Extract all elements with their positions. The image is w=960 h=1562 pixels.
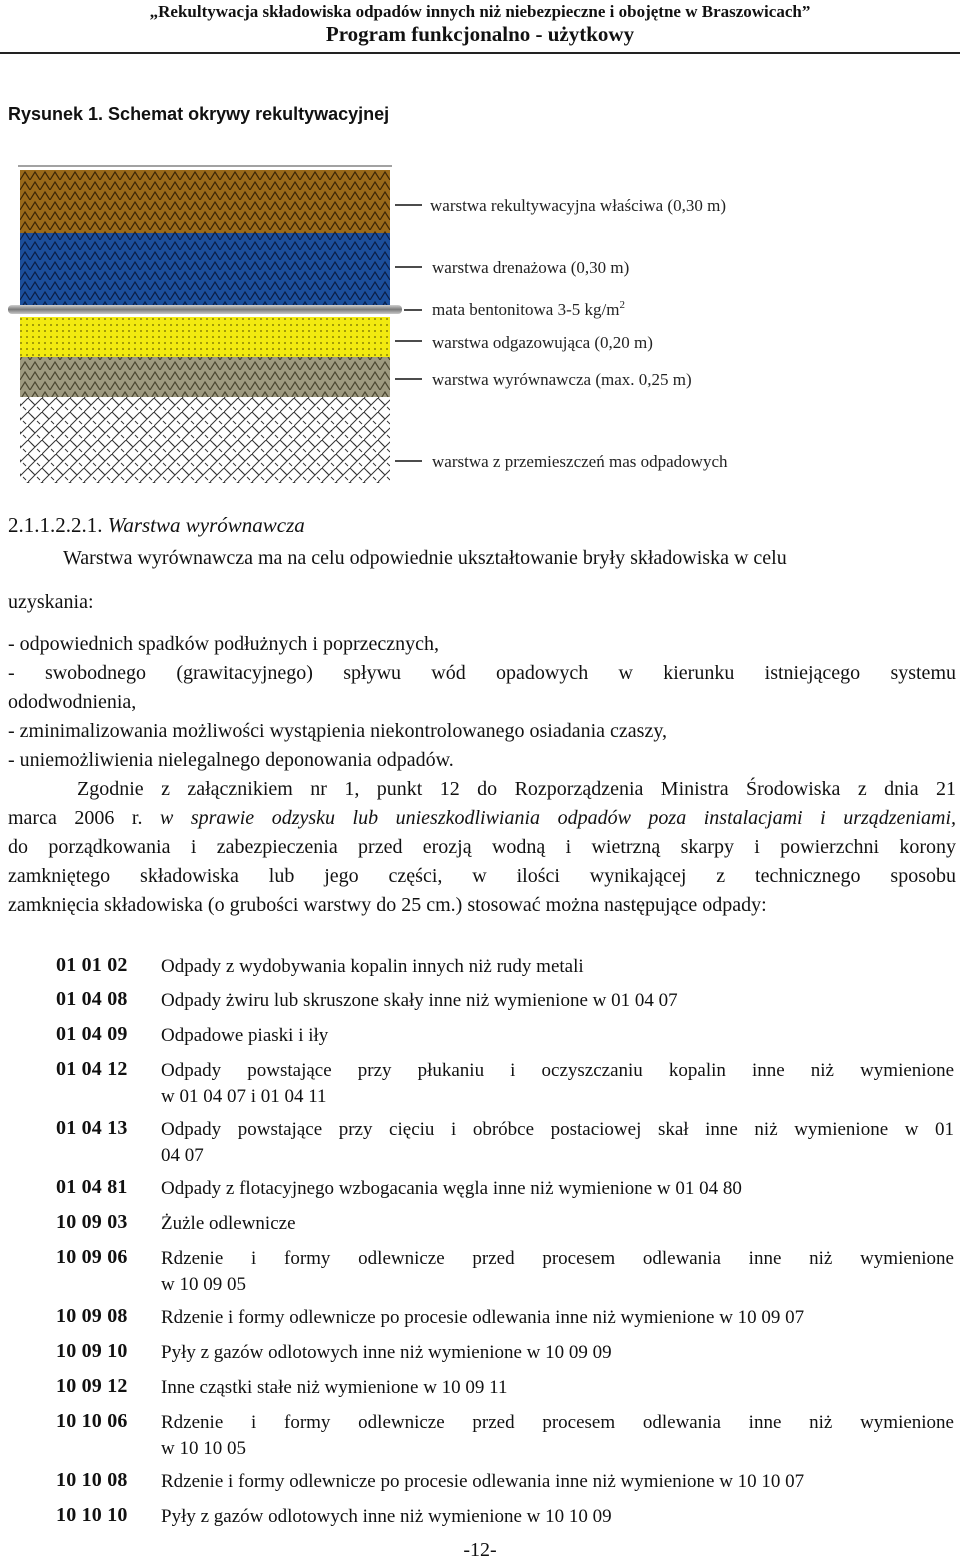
header-project-title: „Rekultywacja składowiska odpadów innych niż niebezpieczne i obojętne w Braszowicach” xyxy=(149,2,811,21)
section-title: Warstwa wyrównawcza xyxy=(107,513,305,537)
section-heading xyxy=(8,513,305,538)
bullet-list xyxy=(8,630,956,775)
waste-description: Odpady powstające przy cięciu i obróbce postaciowej skał inne niż wymienione w 01 xyxy=(161,1119,954,1140)
waste-code: 10 10 10 xyxy=(56,1504,128,1526)
label-waste: warstwa z przemieszczeń mas odpadowych xyxy=(432,452,728,471)
para-line: do porządkowania i zabezpieczenia przed erozją wodną i wietrzną skarpy i powierzchni korony xyxy=(8,836,956,858)
layer-bentonite-mat xyxy=(8,305,402,314)
para-line: zamkniętego składowiska lub jego części, w ilości wynikającej z technicznego sposobu xyxy=(8,865,956,887)
waste-code: 01 04 08 xyxy=(56,988,128,1010)
waste-code: 10 09 06 xyxy=(56,1246,128,1268)
header-program-title: Program funkcjonalno - użytkowy xyxy=(325,22,635,46)
bullet-item-continuation: ododwodnienia, xyxy=(8,691,137,713)
regulation-paragraph xyxy=(8,775,956,920)
waste-code: 01 04 12 xyxy=(56,1058,128,1080)
bullet-item: - odpowiednich spadków podłużnych i poprzecznych, xyxy=(8,633,439,655)
waste-code: 10 10 06 xyxy=(56,1410,128,1432)
label-leveling: warstwa wyrównawcza (max. 0,25 m) xyxy=(432,370,692,389)
waste-code: 01 04 81 xyxy=(56,1176,128,1198)
cover-layers-diagram xyxy=(0,160,960,490)
section-number: 2.1.1.2.2.1. xyxy=(8,513,103,537)
waste-description: Rdzenie i formy odlewnicze po procesie odlewania inne niż wymienione w 10 10 07 xyxy=(161,1471,805,1492)
waste-description: Inne cząstki stałe niż wymienione w 10 09 11 xyxy=(161,1377,508,1398)
label-reclamation: warstwa rekultywacyjna właściwa (0,30 m) xyxy=(430,196,726,215)
intro-line-1: Warstwa wyrównawcza ma na celu odpowiednie ukształtowanie bryły składowiska w celu xyxy=(63,547,787,569)
bullet-item: - zminimalizowania możliwości wystąpienia niekontrolowanego osiadania czaszy, xyxy=(8,720,668,742)
waste-description: Żużle odlewnicze xyxy=(161,1213,296,1234)
waste-code: 10 09 10 xyxy=(56,1340,128,1362)
waste-code: 10 09 08 xyxy=(56,1305,128,1327)
waste-description-continuation: w 01 04 07 i 01 04 11 xyxy=(161,1086,327,1107)
layer-degassing xyxy=(20,317,390,357)
waste-description: Odpady powstające przy płukaniu i oczyszczaniu kopalin inne niż wymienione xyxy=(161,1060,954,1081)
waste-code: 01 04 09 xyxy=(56,1023,128,1045)
para-line: zamknięcia składowiska (o grubości warstwy do 25 cm.) stosować można następujące odpady: xyxy=(8,894,767,916)
label-drainage: warstwa drenażowa (0,30 m) xyxy=(432,258,630,277)
waste-description: Rdzenie i formy odlewnicze przed procesem odlewania inne niż wymienione xyxy=(161,1248,954,1269)
waste-description: Odpady z flotacyjnego wzbogacania węgla inne niż wymienione w 01 04 80 xyxy=(161,1178,742,1199)
waste-description: Odpady żwiru lub skruszone skały inne niż wymienione w 01 04 07 xyxy=(161,990,678,1011)
label-bentonite: mata bentonitowa 3-5 $kg/m^2$ xyxy=(432,299,625,319)
waste-description: Rdzenie i formy odlewnicze po procesie odlewania inne niż wymienione w 10 09 07 xyxy=(161,1307,805,1328)
waste-description: Rdzenie i formy odlewnicze przed procesem odlewania inne niż wymienione xyxy=(161,1412,954,1433)
intro-line-2: uzyskania: xyxy=(8,591,94,613)
layer-waste-mass xyxy=(20,397,390,483)
waste-code: 10 09 12 xyxy=(56,1375,128,1397)
figure-title: Rysunek 1. Schemat okrywy rekultywacyjnej xyxy=(8,104,390,124)
waste-code: 10 09 03 xyxy=(56,1211,128,1233)
regulation-title-italic: w sprawie odzysku lub unieszkodliwiania odpadów poza instalacjami i urządzeniami, xyxy=(159,807,956,829)
waste-description-continuation: 04 07 xyxy=(161,1145,204,1166)
layer-reclamation xyxy=(20,170,390,233)
bullet-item: - uniemożliwienia nielegalnego deponowania odpadów. xyxy=(8,749,454,771)
waste-code: 01 01 02 xyxy=(56,954,128,976)
header-rule xyxy=(0,52,960,54)
waste-description: Pyły z gazów odlotowych inne niż wymienione w 10 09 09 xyxy=(161,1342,612,1363)
waste-description: Odpady z wydobywania kopalin innych niż rudy metali xyxy=(161,956,584,977)
page-number: -12- xyxy=(463,1539,497,1561)
waste-description: Odpadowe piaski i iły xyxy=(161,1025,329,1046)
waste-description-continuation: w 10 09 05 xyxy=(161,1274,246,1295)
waste-description: Pyły z gazów odlotowych inne niż wymienione w 10 10 09 xyxy=(161,1506,612,1527)
label-degassing: warstwa odgazowująca (0,20 m) xyxy=(432,333,653,352)
bullet-item: - swobodnego (grawitacyjnego) spływu wód opadowych w kierunku istniejącego systemu xyxy=(8,662,956,684)
layer-drainage xyxy=(20,233,390,305)
para-line: Zgodnie z załącznikiem nr 1, punkt 12 do Rozporządzenia Ministra Środowiska z dnia 21 xyxy=(77,778,956,800)
waste-description-continuation: w 10 10 05 xyxy=(161,1438,246,1459)
para-line: marca 2006 r. w sprawie odzysku lub unieszkodliwiania odpadów poza instalacjami i urządzeniami, xyxy=(8,807,956,829)
layer-leveling xyxy=(20,357,390,397)
page-header xyxy=(0,0,960,52)
waste-code: 01 04 13 xyxy=(56,1117,128,1139)
waste-code: 10 10 08 xyxy=(56,1469,128,1491)
